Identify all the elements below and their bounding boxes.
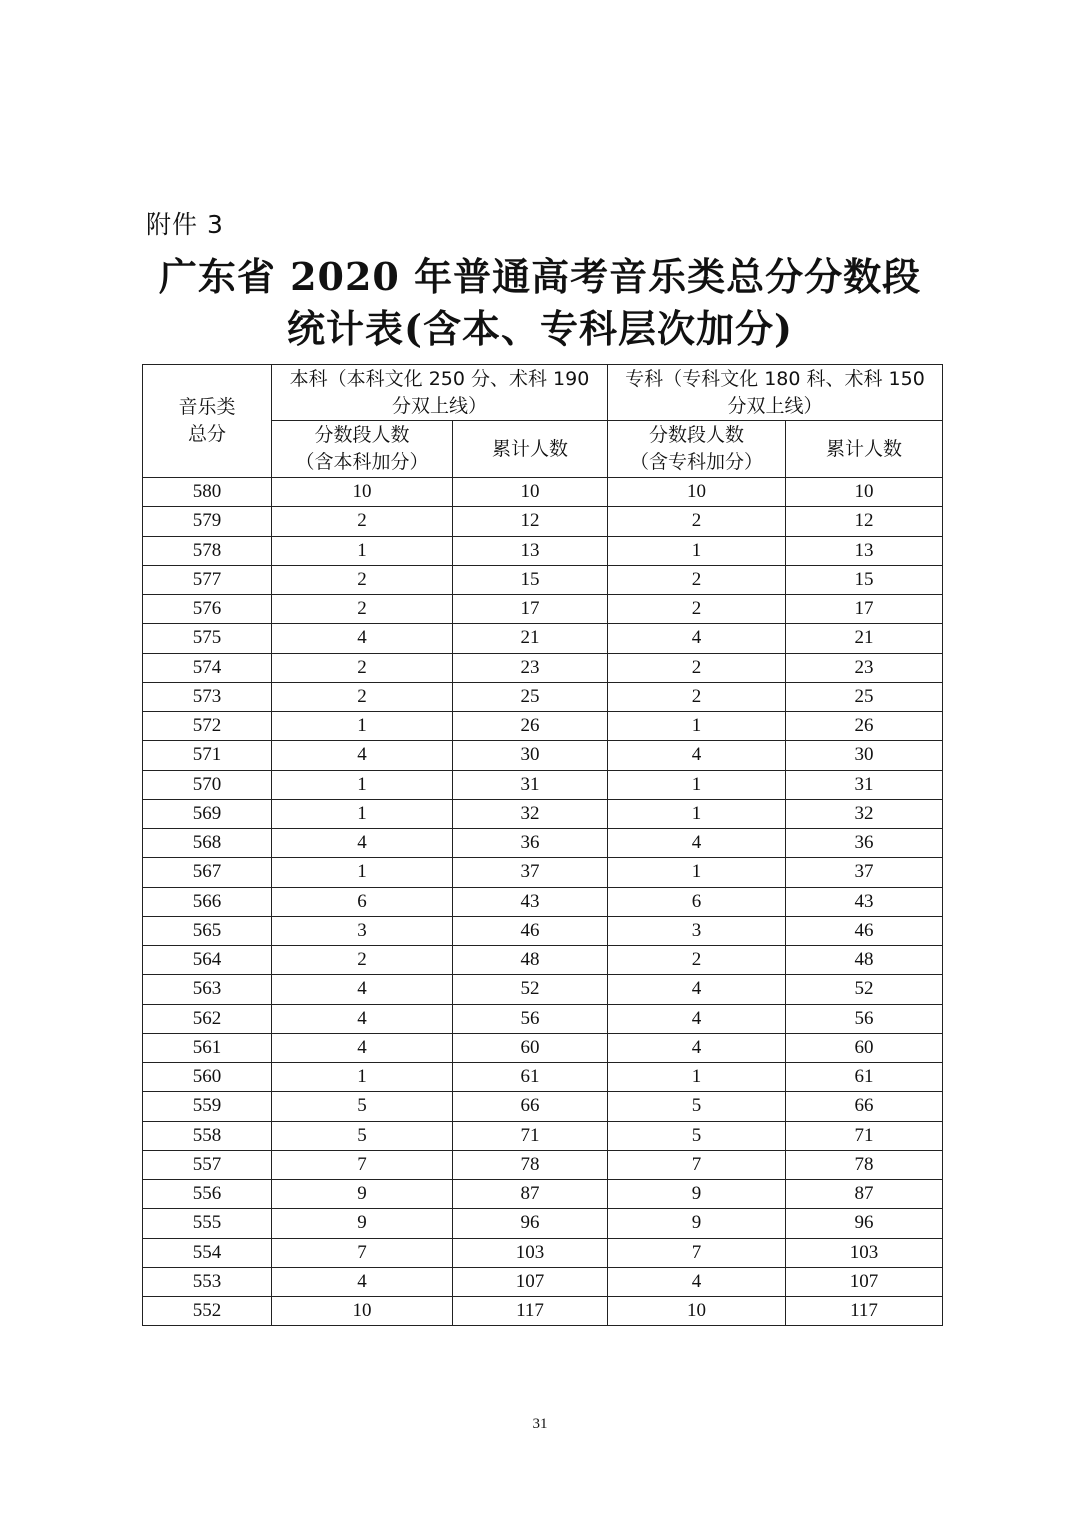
benke-cumulative-header: 累计人数 <box>453 421 608 478</box>
zhuanke-segment-cell: 5 <box>608 1121 786 1150</box>
zhuanke-cumulative-cell: 10 <box>786 478 943 507</box>
benke-segment-cell: 1 <box>272 536 453 565</box>
table-row <box>143 1209 943 1238</box>
benke-cumulative-cell: 13 <box>453 536 608 565</box>
zhuanke-cumulative-cell: 107 <box>786 1267 943 1296</box>
zhuanke-group-header <box>608 365 943 421</box>
benke-segment-cell: 4 <box>272 829 453 858</box>
table-row <box>143 829 943 858</box>
score-cell: 578 <box>143 536 272 565</box>
table-row <box>143 887 943 916</box>
zhuanke-cumulative-cell: 117 <box>786 1297 943 1326</box>
zhuanke-cumulative-cell: 66 <box>786 1092 943 1121</box>
benke-group-header <box>272 365 608 421</box>
zhuanke-segment-cell: 2 <box>608 682 786 711</box>
benke-cumulative-cell: 10 <box>453 478 608 507</box>
score-cell: 562 <box>143 1004 272 1033</box>
zhuanke-group-header-text: 专科（专科文化 180 科、术科 150 分双上线） <box>625 367 925 417</box>
zhuanke-cumulative-cell: 52 <box>786 975 943 1004</box>
table-row <box>143 478 943 507</box>
score-cell: 576 <box>143 595 272 624</box>
benke-cumulative-cell: 30 <box>453 741 608 770</box>
zhuanke-cumulative-cell: 30 <box>786 741 943 770</box>
benke-segment-cell: 2 <box>272 565 453 594</box>
page-title-line-1: 广东省 2020 年普通高考音乐类总分分数段 <box>158 254 922 299</box>
score-cell: 567 <box>143 858 272 887</box>
zhuanke-cumulative-cell: 103 <box>786 1238 943 1267</box>
score-cell: 556 <box>143 1180 272 1209</box>
benke-segment-cell: 2 <box>272 682 453 711</box>
zhuanke-cumulative-cell: 15 <box>786 565 943 594</box>
table-row <box>143 1033 943 1062</box>
benke-cumulative-cell: 23 <box>453 653 608 682</box>
table-row <box>143 858 943 887</box>
score-cell: 580 <box>143 478 272 507</box>
score-cell: 559 <box>143 1092 272 1121</box>
table-row <box>143 741 943 770</box>
benke-cumulative-cell: 78 <box>453 1150 608 1179</box>
score-cell: 574 <box>143 653 272 682</box>
score-cell: 557 <box>143 1150 272 1179</box>
benke-segment-cell: 2 <box>272 946 453 975</box>
table-row <box>143 1004 943 1033</box>
benke-cumulative-cell: 26 <box>453 712 608 741</box>
zhuanke-cumulative-cell: 21 <box>786 624 943 653</box>
zhuanke-segment-cell: 10 <box>608 1297 786 1326</box>
page-title-line-2: 统计表(含本、专科层次加分) <box>287 306 793 351</box>
benke-segment-cell: 4 <box>272 1004 453 1033</box>
zhuanke-cumulative-header: 累计人数 <box>786 421 943 478</box>
zhuanke-segment-cell: 4 <box>608 829 786 858</box>
benke-cumulative-cell: 15 <box>453 565 608 594</box>
benke-cumulative-cell: 87 <box>453 1180 608 1209</box>
score-cell: 554 <box>143 1238 272 1267</box>
zhuanke-cumulative-cell: 32 <box>786 799 943 828</box>
zhuanke-cumulative-cell: 48 <box>786 946 943 975</box>
score-cell: 575 <box>143 624 272 653</box>
benke-segment-cell: 4 <box>272 1033 453 1062</box>
table-body <box>143 478 943 1326</box>
benke-cumulative-cell: 60 <box>453 1033 608 1062</box>
table-row <box>143 1063 943 1092</box>
zhuanke-cumulative-cell: 56 <box>786 1004 943 1033</box>
zhuanke-segment-cell: 4 <box>608 1004 786 1033</box>
score-cell: 568 <box>143 829 272 858</box>
zhuanke-segment-cell: 1 <box>608 1063 786 1092</box>
table-row <box>143 1267 943 1296</box>
zhuanke-segment-cell: 9 <box>608 1180 786 1209</box>
benke-cumulative-cell: 17 <box>453 595 608 624</box>
zhuanke-segment-cell: 1 <box>608 858 786 887</box>
score-cell: 565 <box>143 916 272 945</box>
zhuanke-cumulative-cell: 12 <box>786 507 943 536</box>
zhuanke-cumulative-cell: 37 <box>786 858 943 887</box>
attachment-label: 附件 3 <box>146 210 224 239</box>
benke-segment-cell: 4 <box>272 624 453 653</box>
zhuanke-segment-cell: 9 <box>608 1209 786 1238</box>
benke-segment-cell: 1 <box>272 770 453 799</box>
zhuanke-segment-cell: 1 <box>608 799 786 828</box>
score-cell: 560 <box>143 1063 272 1092</box>
score-cell: 571 <box>143 741 272 770</box>
zhuanke-segment-cell: 4 <box>608 741 786 770</box>
benke-segment-cell: 10 <box>272 1297 453 1326</box>
zhuanke-cumulative-cell: 23 <box>786 653 943 682</box>
table-row <box>143 624 943 653</box>
zhuanke-segment-cell: 2 <box>608 595 786 624</box>
zhuanke-cumulative-cell: 17 <box>786 595 943 624</box>
benke-segment-cell: 5 <box>272 1092 453 1121</box>
zhuanke-segment-cell: 3 <box>608 916 786 945</box>
benke-segment-cell: 2 <box>272 653 453 682</box>
table-row <box>143 1238 943 1267</box>
benke-segment-cell: 4 <box>272 975 453 1004</box>
zhuanke-segment-cell: 5 <box>608 1092 786 1121</box>
zhuanke-segment-cell: 6 <box>608 887 786 916</box>
zhuanke-segment-cell: 2 <box>608 565 786 594</box>
score-cell: 569 <box>143 799 272 828</box>
zhuanke-cumulative-cell: 60 <box>786 1033 943 1062</box>
benke-segment-cell: 10 <box>272 478 453 507</box>
benke-cumulative-cell: 103 <box>453 1238 608 1267</box>
table-row <box>143 799 943 828</box>
table-row <box>143 1150 943 1179</box>
benke-cumulative-cell: 43 <box>453 887 608 916</box>
benke-segment-cell: 9 <box>272 1209 453 1238</box>
benke-segment-cell: 5 <box>272 1121 453 1150</box>
benke-segment-cell: 2 <box>272 507 453 536</box>
benke-cumulative-cell: 71 <box>453 1121 608 1150</box>
table-row <box>143 1180 943 1209</box>
zhuanke-segment-cell: 2 <box>608 653 786 682</box>
benke-cumulative-cell: 61 <box>453 1063 608 1092</box>
zhuanke-cumulative-cell: 96 <box>786 1209 943 1238</box>
score-cell: 555 <box>143 1209 272 1238</box>
zhuanke-segment-cell: 1 <box>608 536 786 565</box>
zhuanke-segment-cell: 2 <box>608 507 786 536</box>
zhuanke-segment-cell: 2 <box>608 946 786 975</box>
zhuanke-segment-cell: 7 <box>608 1238 786 1267</box>
benke-segment-cell: 1 <box>272 799 453 828</box>
score-cell: 563 <box>143 975 272 1004</box>
page-number: 31 <box>532 1416 548 1432</box>
benke-cumulative-cell: 107 <box>453 1267 608 1296</box>
zhuanke-segment-cell: 10 <box>608 478 786 507</box>
benke-segment-cell: 1 <box>272 712 453 741</box>
benke-cumulative-cell: 32 <box>453 799 608 828</box>
benke-segment-cell: 9 <box>272 1180 453 1209</box>
table-row <box>143 1297 943 1326</box>
table-row <box>143 507 943 536</box>
zhuanke-segment-cell: 4 <box>608 624 786 653</box>
benke-segment-cell: 7 <box>272 1150 453 1179</box>
benke-cumulative-cell: 117 <box>453 1297 608 1326</box>
zhuanke-cumulative-cell: 61 <box>786 1063 943 1092</box>
zhuanke-cumulative-cell: 31 <box>786 770 943 799</box>
score-cell: 577 <box>143 565 272 594</box>
score-cell: 561 <box>143 1033 272 1062</box>
benke-cumulative-cell: 31 <box>453 770 608 799</box>
zhuanke-cumulative-cell: 43 <box>786 887 943 916</box>
benke-cumulative-cell: 56 <box>453 1004 608 1033</box>
table-row <box>143 975 943 1004</box>
score-cell: 572 <box>143 712 272 741</box>
zhuanke-cumulative-cell: 26 <box>786 712 943 741</box>
benke-segment-header <box>272 421 453 478</box>
score-cell: 579 <box>143 507 272 536</box>
zhuanke-cumulative-cell: 78 <box>786 1150 943 1179</box>
zhuanke-segment-cell: 4 <box>608 1267 786 1296</box>
benke-cumulative-cell: 12 <box>453 507 608 536</box>
benke-segment-cell: 4 <box>272 741 453 770</box>
score-cell: 558 <box>143 1121 272 1150</box>
benke-cumulative-cell: 21 <box>453 624 608 653</box>
zhuanke-segment-header <box>608 421 786 478</box>
table-row <box>143 1121 943 1150</box>
zhuanke-cumulative-cell: 25 <box>786 682 943 711</box>
zhuanke-cumulative-cell: 13 <box>786 536 943 565</box>
table-row <box>143 916 943 945</box>
score-cell: 570 <box>143 770 272 799</box>
table-row <box>143 1092 943 1121</box>
zhuanke-segment-header-text: 分数段人数 （含专科加分） <box>629 424 763 473</box>
table-row <box>143 770 943 799</box>
table-row <box>143 595 943 624</box>
benke-segment-header-text: 分数段人数 （含本科加分） <box>295 424 429 473</box>
score-column-header-text: 音乐类 总分 <box>178 396 236 445</box>
zhuanke-cumulative-cell: 46 <box>786 916 943 945</box>
score-cell: 552 <box>143 1297 272 1326</box>
zhuanke-cumulative-cell: 87 <box>786 1180 943 1209</box>
benke-cumulative-cell: 96 <box>453 1209 608 1238</box>
table-row <box>143 565 943 594</box>
table-row <box>143 712 943 741</box>
score-cell: 573 <box>143 682 272 711</box>
benke-cumulative-cell: 25 <box>453 682 608 711</box>
benke-cumulative-cell: 46 <box>453 916 608 945</box>
benke-cumulative-cell: 37 <box>453 858 608 887</box>
benke-segment-cell: 1 <box>272 858 453 887</box>
table-row <box>143 946 943 975</box>
zhuanke-segment-cell: 1 <box>608 770 786 799</box>
table-row <box>143 536 943 565</box>
benke-group-header-text: 本科（本科文化 250 分、术科 190 分双上线） <box>289 367 590 417</box>
zhuanke-cumulative-cell: 36 <box>786 829 943 858</box>
benke-cumulative-cell: 36 <box>453 829 608 858</box>
benke-segment-cell: 6 <box>272 887 453 916</box>
score-cell: 566 <box>143 887 272 916</box>
benke-cumulative-cell: 48 <box>453 946 608 975</box>
zhuanke-segment-cell: 1 <box>608 712 786 741</box>
zhuanke-segment-cell: 4 <box>608 1033 786 1062</box>
zhuanke-segment-cell: 4 <box>608 975 786 1004</box>
benke-segment-cell: 4 <box>272 1267 453 1296</box>
zhuanke-cumulative-cell: 71 <box>786 1121 943 1150</box>
table-row <box>143 653 943 682</box>
table-row <box>143 682 943 711</box>
benke-cumulative-cell: 66 <box>453 1092 608 1121</box>
benke-cumulative-cell: 52 <box>453 975 608 1004</box>
benke-segment-cell: 3 <box>272 916 453 945</box>
score-cell: 553 <box>143 1267 272 1296</box>
score-column-header <box>143 365 272 478</box>
score-distribution-table <box>142 364 943 1326</box>
benke-segment-cell: 1 <box>272 1063 453 1092</box>
benke-segment-cell: 2 <box>272 595 453 624</box>
zhuanke-segment-cell: 7 <box>608 1150 786 1179</box>
score-cell: 564 <box>143 946 272 975</box>
benke-segment-cell: 7 <box>272 1238 453 1267</box>
